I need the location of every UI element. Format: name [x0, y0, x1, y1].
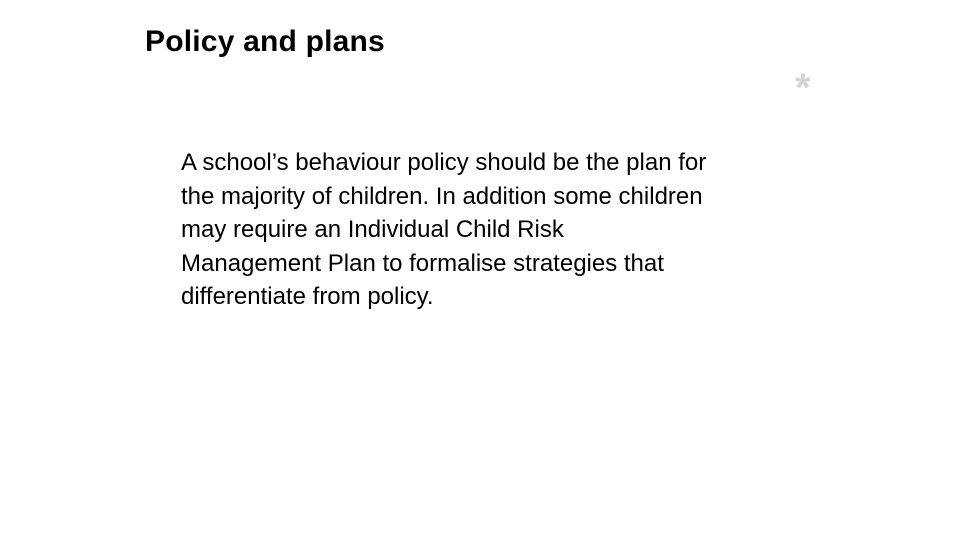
slide-title: Policy and plans: [145, 25, 385, 58]
body-line: Management Plan to formalise strategies that: [181, 249, 664, 277]
body-line: differentiate from policy.: [181, 283, 434, 310]
body-line: A school’s behaviour policy should be the plan for: [181, 149, 707, 176]
body-line: the majority of children. In addition some children: [181, 182, 703, 210]
asterisk-decoration-icon: *: [795, 66, 811, 110]
body-line: may require an Individual Child Risk: [181, 216, 564, 243]
body-paragraph: [181, 146, 821, 314]
